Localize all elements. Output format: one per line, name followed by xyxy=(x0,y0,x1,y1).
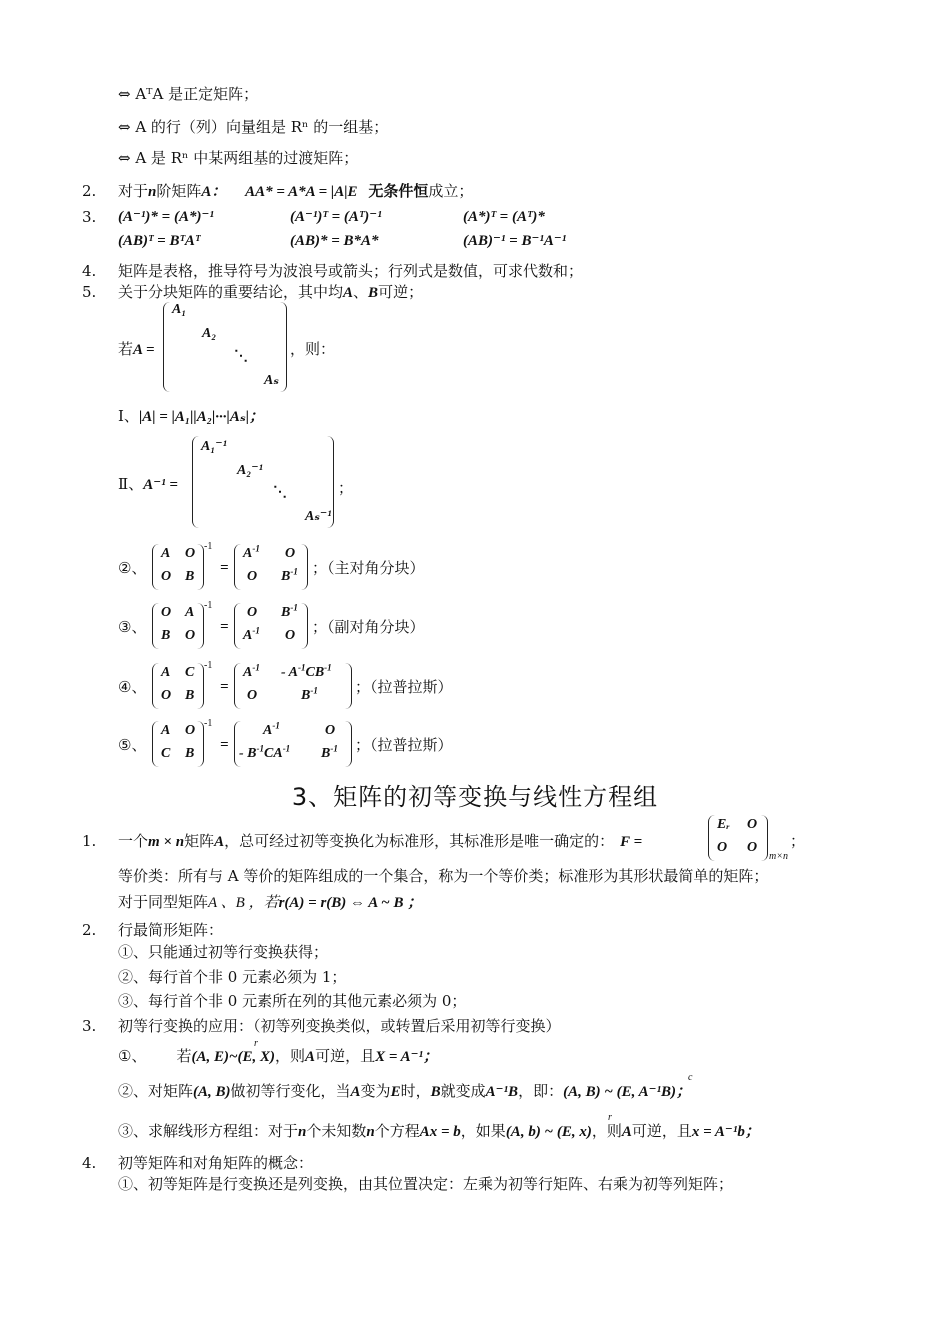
s1-F: F = xyxy=(620,834,643,850)
item-2-lead: 对于 xyxy=(118,182,149,200)
case-4-label: ④、 xyxy=(118,678,147,696)
s3-a5: ，则 xyxy=(275,1047,306,1065)
s2-b: ②、每行首个非 0 元素必须为 1； xyxy=(118,968,347,986)
s4-number: 4. xyxy=(82,1154,97,1172)
case-4-lhs-matrix: A C O B xyxy=(152,663,204,709)
s1-mn: m × n xyxy=(148,834,185,850)
s1-l3b: A 、B ，若 xyxy=(208,895,279,911)
block-matrix-lead xyxy=(118,339,155,360)
item-5-number: 5. xyxy=(82,283,97,301)
section-title: 3、矩阵的初等变换与线性方程组 xyxy=(291,783,659,811)
s3-c12: x = A⁻¹b； xyxy=(691,1124,760,1140)
item-3-f5: (AB)* = B*A* xyxy=(290,233,379,249)
diag-As: Aₛ xyxy=(264,373,279,388)
std-subscript: m×n xyxy=(769,851,788,862)
s1-A: A xyxy=(214,834,225,850)
s3-b-c-label: c xyxy=(688,1072,693,1083)
s1-c: ，总可经过初等变换化为标准形，其标准形是唯一确定的： xyxy=(224,832,615,850)
item-3-f2: (A⁻¹)ᵀ = (Aᵀ)⁻¹ xyxy=(290,209,382,225)
s2-title: 行最简形矩阵： xyxy=(118,921,224,939)
s3-b12: (A, B) ~ (E, A⁻¹B)； xyxy=(563,1084,691,1100)
s3-c2: n xyxy=(298,1124,307,1140)
standard-form-matrix xyxy=(708,815,768,861)
equiv-line-1: ⇔ AᵀA 是正定矩阵； xyxy=(118,85,259,103)
equiv-line-2: ⇔ A 的行（列）向量组是 Rⁿ 的一组基； xyxy=(118,118,389,136)
s3-a8: X = A⁻¹； xyxy=(375,1049,438,1065)
A-equals: A = xyxy=(133,342,155,358)
s3-b1: ②、对矩阵 xyxy=(118,1082,194,1100)
s2-a: ①、只能通过初等行变换获得； xyxy=(118,943,329,961)
std-O1: O xyxy=(747,817,758,832)
item-5-text xyxy=(118,282,423,303)
case-4-rhs-matrix: $A^{-1}$ - $A^{-1}CB^{-1}$ O $B^{-1}$ xyxy=(234,663,352,709)
s3-a2: 若 xyxy=(176,1047,192,1065)
item-3-f3: (A*)ᵀ = (Aᵀ)* xyxy=(463,209,545,225)
s3-b xyxy=(118,1081,691,1102)
s3-c xyxy=(118,1121,760,1142)
result-1-formula: |A| = |A₁||A₂|···|Aₛ|； xyxy=(138,409,265,425)
case-5-lhs-matrix: A O C B xyxy=(152,721,204,767)
diag-A2: A₂ xyxy=(202,326,217,341)
s3-b11: ，即： xyxy=(518,1082,564,1100)
item-4-number: 4. xyxy=(82,262,97,280)
ruo-label: 若 xyxy=(118,340,134,358)
std-O2: O xyxy=(717,840,728,855)
s3-b8: B xyxy=(430,1084,441,1100)
item-4-text: 矩阵是表格，推导符号为波浪号或箭头；行列式是数值，可求代数和； xyxy=(118,262,584,280)
s3-b3: 做初等行变化，当 xyxy=(230,1082,351,1100)
s1-line-3 xyxy=(118,892,422,913)
item-2-A: A： xyxy=(201,184,227,200)
inv-A2: A₂⁻¹ xyxy=(237,463,263,478)
s1-a: 一个 xyxy=(118,832,149,850)
s3-a xyxy=(118,1046,438,1067)
std-Er: Eᵣ xyxy=(717,817,730,832)
case-5-rhs-matrix: $A^{-1}$ O - $B^{-1}CA^{-1}$ $B^{-1}$ xyxy=(234,721,352,767)
case-3-label: ③、 xyxy=(118,618,147,636)
result-1 xyxy=(118,406,264,427)
s3-b4: A xyxy=(350,1084,361,1100)
s3-a-r-label: r xyxy=(254,1038,258,1049)
inv-A1: A₁⁻¹ xyxy=(201,439,227,454)
s3-a4: ~(E, X) xyxy=(228,1049,276,1065)
s1-b: 矩阵 xyxy=(184,832,215,850)
case-3-note: ；（副对角分块） xyxy=(312,618,425,636)
item-2-n: n xyxy=(148,184,157,200)
case-5-note: ；（拉普拉斯） xyxy=(355,736,453,754)
item-3-f1: (A⁻¹)* = (A*)⁻¹ xyxy=(118,209,214,225)
s3-a7: 可逆，且 xyxy=(315,1047,376,1065)
s1-l3f: r(A) = r(B) ⇔ A ~ B ； xyxy=(278,895,423,911)
case-4-note: ；（拉普拉斯） xyxy=(355,678,453,696)
s3-b9: 就变成 xyxy=(440,1082,486,1100)
s1-semicolon: ； xyxy=(790,832,806,850)
item-2-mid: 阶矩阵 xyxy=(156,182,202,200)
result-2-label: Ⅱ、 xyxy=(118,475,144,493)
item-5-sep: 、 xyxy=(353,283,369,301)
inv-dots: ⋱ xyxy=(273,485,287,500)
s3-c4: n xyxy=(366,1124,375,1140)
s3-title: 初等行变换的应用：（初等列变换类似，或转置后采用初等行变换） xyxy=(118,1017,561,1035)
case-2-lhs-matrix: A O O B xyxy=(152,544,204,590)
s1-line-1 xyxy=(118,831,642,852)
result-1-label: Ⅰ、 xyxy=(118,407,139,425)
case-2-rhs-matrix: $A^{-1}$ O O $B^{-1}$ xyxy=(234,544,308,590)
s3-a1: ①、 xyxy=(118,1047,147,1065)
s3-c3: 个未知数 xyxy=(306,1122,367,1140)
s3-c-r-label: r xyxy=(608,1112,612,1123)
item-2-bold: 无条件恒 xyxy=(368,182,429,200)
case-2-label: ②、 xyxy=(118,559,147,577)
s3-c9: ，则 xyxy=(591,1122,622,1140)
s3-number: 3. xyxy=(82,1017,97,1035)
s3-b2: (A, B) xyxy=(193,1084,231,1100)
s3-b6: E xyxy=(390,1084,401,1100)
item-5-B: B xyxy=(368,285,379,301)
item-5-A: A xyxy=(343,285,354,301)
s1-l3a: 对于同型矩阵 xyxy=(118,893,209,911)
s3-c11: 可逆，且 xyxy=(631,1122,692,1140)
then-label: ，则： xyxy=(290,340,336,358)
s1-line-2: 等价类：所有与 A 等价的矩阵组成的一个集合，称为一个等价类；标准形为其形状最简单的矩阵； xyxy=(118,867,769,885)
case-2-note: ；（主对角分块） xyxy=(312,559,425,577)
diag-dots: ⋱ xyxy=(234,349,248,364)
equiv-line-3: ⇔ A 是 Rⁿ 中某两组基的过渡矩阵； xyxy=(118,149,359,167)
s4-title: 初等矩阵和对角矩阵的概念： xyxy=(118,1154,314,1172)
s2-number: 2. xyxy=(82,921,97,939)
s3-c7: ，如果 xyxy=(460,1122,506,1140)
diag-A1: A₁ xyxy=(172,302,187,317)
item-3-f4: (AB)ᵀ = BᵀAᵀ xyxy=(118,233,201,249)
item-3-number: 3. xyxy=(82,208,97,226)
s2-c: ③、每行首个非 0 元素所在列的其他元素必须为 0； xyxy=(118,992,467,1010)
s3-b5: 变为 xyxy=(360,1082,391,1100)
std-O3: O xyxy=(747,840,758,855)
s3-a3: (A, E) xyxy=(191,1049,229,1065)
result-2 xyxy=(118,474,178,495)
result-2-semicolon: ； xyxy=(338,479,354,497)
item-5-tail: 可逆； xyxy=(378,283,424,301)
item-2-formula: AA* = A*A = |A|E xyxy=(245,184,358,200)
s3-c10: A xyxy=(621,1124,632,1140)
item-5-lead: 关于分块矩阵的重要结论，其中均 xyxy=(118,283,344,301)
item-2-text xyxy=(118,181,473,202)
item-3-f6: (AB)⁻¹ = B⁻¹A⁻¹ xyxy=(463,233,567,249)
item-2-tail: 成立； xyxy=(428,182,474,200)
block-diagonal-matrix xyxy=(163,302,287,392)
result-2-lhs: A⁻¹ = xyxy=(143,477,178,493)
s4-a: ①、初等矩阵是行变换还是列变换，由其位置决定：左乘为初等行矩阵、右乘为初等列矩阵； xyxy=(118,1175,734,1193)
s3-b10: A⁻¹B xyxy=(485,1084,519,1100)
inverse-block-matrix xyxy=(192,436,334,528)
s1-number: 1. xyxy=(82,832,97,850)
case-3-rhs-matrix: O $B^{-1}$ $A^{-1}$ O xyxy=(234,603,308,649)
inv-As: Aₛ⁻¹ xyxy=(305,509,332,524)
s3-b7: 时， xyxy=(400,1082,431,1100)
s3-c5: 个方程 xyxy=(374,1122,420,1140)
s3-c8: (A, b) ~ (E, x) xyxy=(505,1124,592,1140)
s3-a6: A xyxy=(305,1049,316,1065)
item-2-number: 2. xyxy=(82,182,97,200)
s3-c6: Ax = b xyxy=(419,1124,461,1140)
case-3-lhs-matrix: O A B O xyxy=(152,603,204,649)
case-5-label: ⑤、 xyxy=(118,736,147,754)
s3-c1: ③、求解线形方程组：对于 xyxy=(118,1122,299,1140)
